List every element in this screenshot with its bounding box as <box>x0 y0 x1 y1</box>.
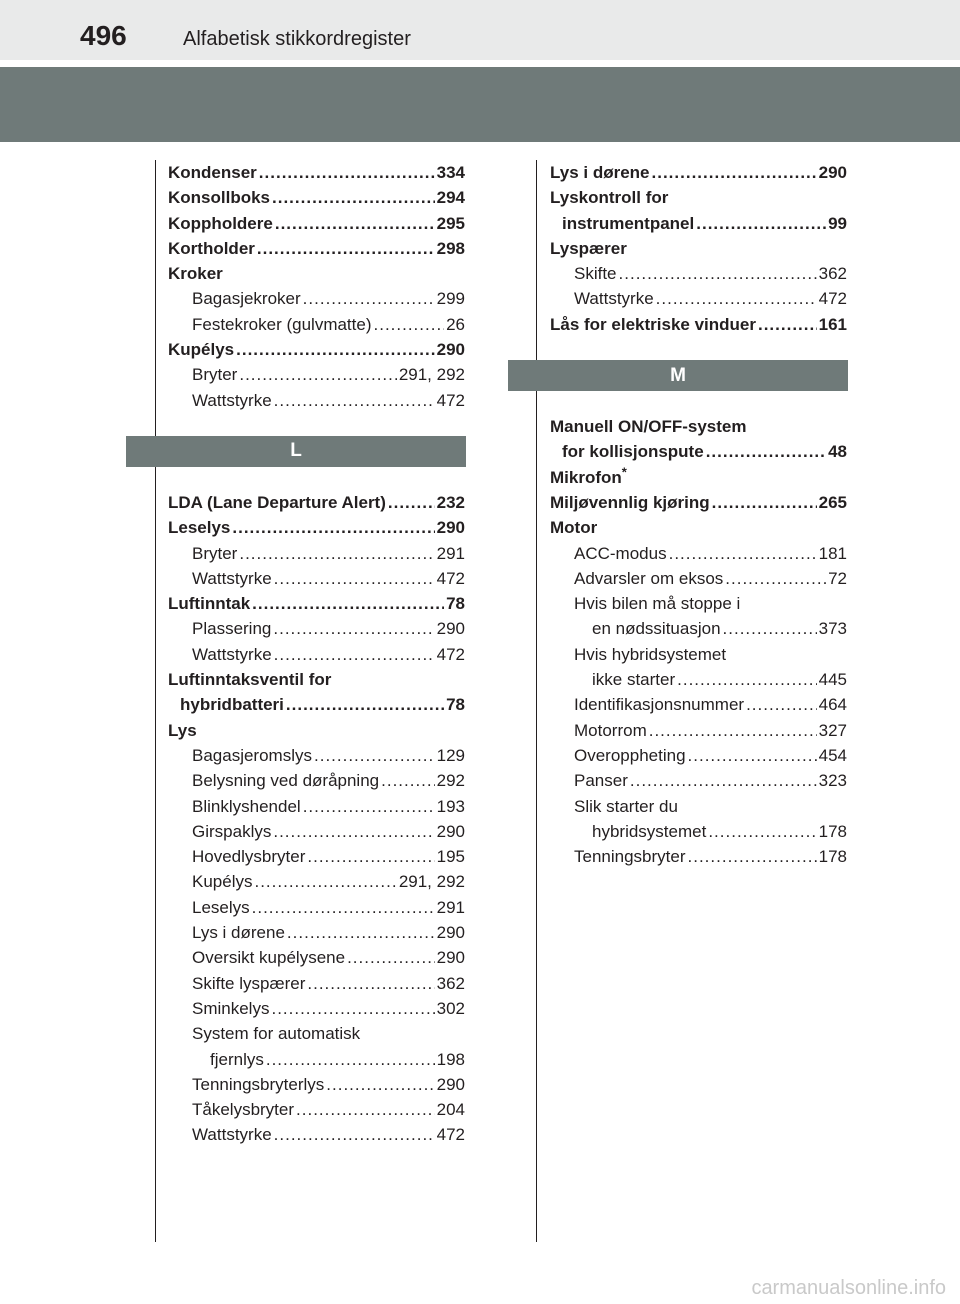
index-term-text: Advarsler om eksos <box>574 568 724 588</box>
page-reference: 161 <box>818 314 847 334</box>
index-term <box>192 1097 294 1122</box>
index-term <box>550 312 756 337</box>
index-entry <box>550 465 847 490</box>
index-term-text: Skifte <box>574 264 617 284</box>
index-term <box>168 261 223 286</box>
index-column-left <box>168 160 465 1148</box>
index-term <box>550 185 668 210</box>
page-number: 496 <box>80 20 127 51</box>
dot-leader <box>381 768 435 793</box>
dot-leader <box>669 541 817 566</box>
dot-leader <box>303 286 435 311</box>
dot-leader <box>656 286 817 311</box>
index-term <box>168 667 331 692</box>
index-term-text: for kollisjonspute <box>562 442 704 462</box>
index-entry <box>168 642 465 667</box>
page-reference: 362 <box>818 264 847 284</box>
index-entry <box>550 439 847 464</box>
index-term <box>192 819 271 844</box>
index-term <box>192 920 285 945</box>
index-term <box>574 286 654 311</box>
index-entry <box>168 718 465 743</box>
index-term <box>192 1072 324 1097</box>
index-entry <box>550 591 847 616</box>
index-entry <box>168 667 465 692</box>
index-term <box>168 236 255 261</box>
index-term <box>550 490 710 515</box>
page-reference: 181 <box>818 543 847 563</box>
dot-leader <box>273 819 434 844</box>
index-term <box>192 844 305 869</box>
dot-leader <box>273 616 434 641</box>
index-entry <box>168 261 465 286</box>
index-term-text: en nødssituasjon <box>592 619 721 639</box>
index-entry <box>168 211 465 236</box>
index-entry <box>168 515 465 540</box>
index-term <box>192 768 379 793</box>
index-entry <box>550 211 847 236</box>
dot-leader <box>257 236 435 261</box>
dot-leader <box>259 160 435 185</box>
header-band <box>0 67 960 142</box>
page-reference: 294 <box>436 188 465 208</box>
index-term <box>192 388 272 413</box>
index-term <box>550 160 650 185</box>
index-term-text: Tåkelysbryter <box>192 1100 295 1120</box>
index-term-text: Kortholder <box>168 238 255 258</box>
index-entry <box>550 185 847 210</box>
index-term <box>168 515 230 540</box>
index-term <box>192 1021 360 1046</box>
page-reference: 291, 292 <box>398 872 465 892</box>
dot-leader <box>314 743 435 768</box>
dot-leader <box>252 895 435 920</box>
dot-leader <box>619 261 817 286</box>
index-term-text: Lyskontroll for <box>550 188 669 208</box>
index-term-text: Luftinntaksventil for <box>168 670 332 690</box>
dot-leader <box>274 388 435 413</box>
index-entry <box>168 616 465 641</box>
dot-leader <box>274 642 435 667</box>
index-term-text: Wattstyrke <box>192 644 272 664</box>
dot-leader <box>708 819 816 844</box>
index-entry <box>168 1072 465 1097</box>
page-reference: 195 <box>436 847 465 867</box>
index-entry <box>168 490 465 515</box>
dot-leader <box>712 490 817 515</box>
index-term-text: Skifte lyspærer <box>192 973 306 993</box>
index-term <box>550 236 627 261</box>
index-term-text: Leselys <box>192 897 250 917</box>
page-reference: 454 <box>818 745 847 765</box>
index-term-text: Belysning ved døråpning <box>192 771 380 791</box>
index-term <box>574 768 628 793</box>
page-reference: 198 <box>436 1049 465 1069</box>
index-term-text: Slik starter du <box>574 796 678 816</box>
dot-leader <box>706 439 826 464</box>
index-term-text: Hovedlysbryter <box>192 847 306 867</box>
index-term <box>574 743 686 768</box>
page-reference: 302 <box>436 998 465 1018</box>
index-term-text: Sminkelys <box>192 998 270 1018</box>
index-term-text: Miljøvennlig kjøring <box>550 492 710 512</box>
index-entry <box>168 996 465 1021</box>
dot-leader <box>696 211 826 236</box>
page-reference: 178 <box>818 847 847 867</box>
index-entry <box>168 566 465 591</box>
index-entry <box>550 312 847 337</box>
index-term <box>192 1122 272 1147</box>
index-entry <box>550 692 847 717</box>
index-term-text: Leselys <box>168 518 231 538</box>
index-term-text: Tenningsbryterlys <box>192 1074 325 1094</box>
dot-leader <box>649 718 817 743</box>
index-entry <box>168 185 465 210</box>
page-reference: 290 <box>818 163 847 182</box>
running-header-title: Alfabetisk stikkordregister <box>183 28 411 50</box>
page-reference: 290 <box>436 619 465 639</box>
index-term <box>192 362 237 387</box>
index-term <box>574 261 617 286</box>
index-term <box>574 591 740 616</box>
dot-leader <box>239 362 396 387</box>
index-term-text: Wattstyrke <box>192 390 272 410</box>
index-term-text: ACC-modus <box>574 543 667 563</box>
section-header: M <box>508 360 848 391</box>
index-term-text: Lys i dørene <box>550 163 650 182</box>
index-entry <box>550 566 847 591</box>
index-entry <box>168 895 465 920</box>
dot-leader <box>272 185 435 210</box>
page-reference: 295 <box>436 213 465 233</box>
index-term <box>592 819 706 844</box>
index-term <box>168 591 250 616</box>
page-reference: 178 <box>818 821 847 841</box>
dot-leader <box>254 869 396 894</box>
index-term-text: System for automatisk <box>192 1024 361 1044</box>
index-entry <box>168 1021 465 1046</box>
index-term <box>192 996 269 1021</box>
page-reference: 26 <box>446 314 465 334</box>
index-entry <box>550 794 847 819</box>
page-reference: 373 <box>818 619 847 639</box>
index-entry <box>550 515 847 540</box>
dot-leader <box>307 844 434 869</box>
index-entry <box>550 768 847 793</box>
index-term <box>192 971 305 996</box>
page-reference: 232 <box>436 492 465 512</box>
index-term-text: Manuell ON/OFF-system <box>550 417 747 437</box>
index-entry <box>550 236 847 261</box>
index-term <box>562 211 694 236</box>
index-term <box>550 515 597 540</box>
index-entry <box>550 414 847 439</box>
dot-leader <box>296 1097 435 1122</box>
dot-leader <box>652 160 817 185</box>
index-entry <box>168 844 465 869</box>
page-reference: 78 <box>446 594 465 614</box>
page-reference: 290 <box>436 1074 465 1094</box>
index-entry <box>550 286 847 311</box>
index-term-text: Festekroker (gulvmatte) <box>192 314 372 334</box>
index-entry <box>168 794 465 819</box>
index-term <box>192 312 372 337</box>
index-entry <box>550 844 847 869</box>
index-term-text: Overoppheting <box>574 745 686 765</box>
index-term <box>192 743 312 768</box>
header-strip <box>0 0 960 60</box>
index-term-text: Wattstyrke <box>574 289 654 309</box>
index-entry <box>550 642 847 667</box>
index-entry <box>168 591 465 616</box>
index-column-right <box>550 160 847 869</box>
dot-leader <box>374 312 445 337</box>
index-entry <box>168 312 465 337</box>
index-entry <box>550 718 847 743</box>
dot-leader <box>252 591 444 616</box>
index-term-text: Koppholdere <box>168 213 273 233</box>
index-term <box>574 844 686 869</box>
dot-leader <box>746 692 817 717</box>
index-entry <box>168 1047 465 1072</box>
page-reference: 204 <box>436 1100 465 1120</box>
index-term-text: Girspaklys <box>192 821 272 841</box>
index-entry <box>168 337 465 362</box>
index-term <box>192 286 301 311</box>
index-term <box>168 337 234 362</box>
index-term <box>562 439 704 464</box>
index-term <box>550 414 746 439</box>
index-entry <box>168 819 465 844</box>
index-term-text: Bryter <box>192 365 238 385</box>
index-term-text: hybridsystemet <box>592 821 707 841</box>
index-entry <box>550 616 847 641</box>
page-reference: 298 <box>436 238 465 258</box>
index-term-text: Hvis hybridsystemet <box>574 644 727 664</box>
dot-leader <box>388 490 435 515</box>
index-term-text: Lås for elektriske vinduer <box>550 314 756 334</box>
index-term-text: Bryter <box>192 543 238 563</box>
index-term-text: LDA (Lane Departure Alert) <box>168 492 386 512</box>
index-entry <box>550 541 847 566</box>
page-reference: 327 <box>818 720 847 740</box>
index-term-text: Kupélys <box>168 340 235 360</box>
index-entry <box>168 971 465 996</box>
index-term-text: Oversikt kupélysene <box>192 948 346 968</box>
page-reference: 472 <box>436 568 465 588</box>
index-term <box>168 185 270 210</box>
index-term <box>192 566 272 591</box>
index-term <box>592 667 675 692</box>
index-term-text: instrumentpanel <box>562 213 695 233</box>
page-reference: 291 <box>436 897 465 917</box>
index-entry <box>168 945 465 970</box>
index-term-text: Luftinntak <box>168 594 251 614</box>
index-term-text: Wattstyrke <box>192 1125 272 1145</box>
page-reference: 290 <box>436 948 465 968</box>
index-term-text: Hvis bilen må stoppe i <box>574 594 741 614</box>
index-entry <box>550 743 847 768</box>
dot-leader <box>758 312 817 337</box>
index-term <box>168 211 273 236</box>
page-reference: 362 <box>436 973 465 993</box>
index-term <box>192 541 237 566</box>
dot-leader <box>630 768 817 793</box>
index-entry <box>168 1097 465 1122</box>
page-reference: 265 <box>818 492 847 512</box>
index-term <box>574 541 667 566</box>
watermark: carmanualsonline.info <box>751 1277 946 1299</box>
page-reference: 290 <box>436 340 465 360</box>
index-term-text: Bagasjekroker <box>192 289 301 309</box>
page-reference: 78 <box>446 695 465 715</box>
index-term <box>168 160 257 185</box>
index-term <box>574 642 726 667</box>
index-term-text: Wattstyrke <box>192 568 272 588</box>
index-entry <box>168 362 465 387</box>
dot-leader <box>275 211 435 236</box>
index-entry <box>550 667 847 692</box>
index-entry <box>168 388 465 413</box>
index-term-text: Kondenser <box>168 163 257 182</box>
index-term <box>192 869 252 894</box>
dot-leader <box>286 692 444 717</box>
index-entry <box>168 1122 465 1147</box>
dot-leader <box>677 667 816 692</box>
page-reference: 48 <box>828 442 847 462</box>
index-term <box>574 794 678 819</box>
page-reference: 290 <box>436 518 465 538</box>
page-reference: 299 <box>436 289 465 309</box>
page-reference: 464 <box>818 695 847 715</box>
page-reference: 292 <box>436 771 465 791</box>
dot-leader <box>725 566 826 591</box>
page-reference: 472 <box>818 289 847 309</box>
section-header: L <box>126 436 466 467</box>
index-term-text: Motor <box>550 518 598 538</box>
index-term-text: Identifikasjonsnummer <box>574 695 745 715</box>
dot-leader <box>232 515 434 540</box>
index-term-text: Plassering <box>192 619 272 639</box>
dot-leader <box>688 743 817 768</box>
index-term-text: Kupélys <box>192 872 253 892</box>
page-reference: 129 <box>436 745 465 765</box>
dot-leader <box>723 616 817 641</box>
page-reference: 323 <box>818 771 847 791</box>
dot-leader <box>271 996 434 1021</box>
index-term <box>550 465 627 490</box>
dot-leader <box>326 1072 434 1097</box>
index-entry <box>168 541 465 566</box>
dot-leader <box>303 794 435 819</box>
dot-leader <box>688 844 817 869</box>
index-term-text: Mikrofon <box>550 467 622 487</box>
dot-leader <box>236 337 434 362</box>
index-entry <box>168 743 465 768</box>
index-term-text: Motorrom <box>574 720 647 740</box>
index-term-text: fjernlys <box>210 1049 264 1069</box>
index-term <box>192 642 272 667</box>
footnote-marker: * <box>621 464 627 480</box>
dot-leader <box>347 945 435 970</box>
index-term-text: Kroker <box>168 264 223 284</box>
index-term-text: ikke starter <box>592 670 676 690</box>
index-term <box>180 692 284 717</box>
index-term-text: Panser <box>574 771 628 791</box>
page-reference: 291, 292 <box>398 365 465 385</box>
index-entry <box>550 261 847 286</box>
page-reference: 445 <box>818 670 847 690</box>
page-reference: 291 <box>436 543 465 563</box>
index-entry <box>168 920 465 945</box>
page-reference: 472 <box>436 644 465 664</box>
index-entry <box>550 490 847 515</box>
index-term <box>168 718 197 743</box>
index-term-text: Konsollboks <box>168 188 271 208</box>
page-reference: 472 <box>436 1125 465 1145</box>
dot-leader <box>307 971 434 996</box>
page-reference: 193 <box>436 796 465 816</box>
page-reference: 334 <box>436 163 465 182</box>
index-term <box>574 718 647 743</box>
dot-leader <box>239 541 434 566</box>
index-term-text: Bagasjeromslys <box>192 745 312 765</box>
dot-leader <box>266 1047 435 1072</box>
index-entry <box>168 692 465 717</box>
index-term <box>192 794 301 819</box>
index-entry <box>168 160 465 185</box>
page-reference: 290 <box>436 923 465 943</box>
left-rule <box>155 160 156 1242</box>
index-entry <box>168 869 465 894</box>
dot-leader <box>274 566 435 591</box>
dot-leader <box>287 920 435 945</box>
index-term-text: hybridbatteri <box>180 695 284 715</box>
index-term-text: Tenningsbryter <box>574 847 686 867</box>
page-reference: 99 <box>828 213 847 233</box>
dot-leader <box>274 1122 435 1147</box>
index-term <box>574 692 744 717</box>
index-term <box>168 490 386 515</box>
center-rule <box>536 160 537 1242</box>
page-reference: 290 <box>436 821 465 841</box>
index-entry <box>168 768 465 793</box>
index-entry <box>168 236 465 261</box>
index-term <box>192 945 345 970</box>
index-entry <box>550 819 847 844</box>
index-term-text: Lyspærer <box>550 238 627 258</box>
page-reference: 72 <box>828 568 847 588</box>
index-entry <box>168 286 465 311</box>
index-entry <box>550 160 847 185</box>
index-term <box>192 616 271 641</box>
index-term-text: Lys <box>168 720 197 740</box>
index-term <box>592 616 721 641</box>
index-term <box>210 1047 264 1072</box>
index-term-text: Blinklyshendel <box>192 796 301 816</box>
page-reference: 472 <box>436 390 465 410</box>
index-term <box>192 895 250 920</box>
index-term-text: Lys i dørene <box>192 923 285 943</box>
index-term <box>574 566 723 591</box>
